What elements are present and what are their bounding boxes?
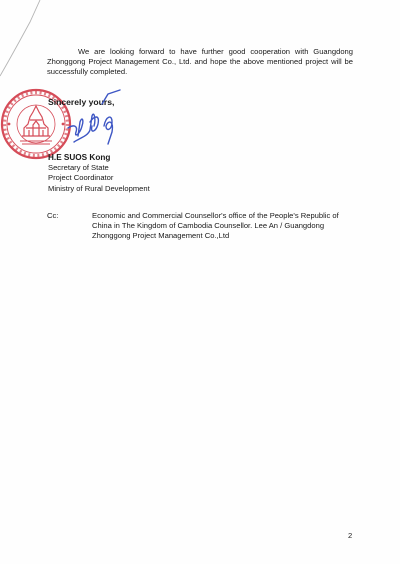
- signatory-name: H.E SUOS Kong: [48, 153, 111, 162]
- body-paragraph: [47, 47, 353, 78]
- signatory-title: Secretary of State: [48, 163, 109, 173]
- signatory-role: Project Coordinator: [48, 173, 114, 183]
- closing: Sincerely yours,: [48, 97, 115, 107]
- signatory-ministry: Ministry of Rural Development: [48, 183, 150, 193]
- handwritten-signature-icon: [60, 86, 130, 156]
- body-paragraph-text: We are looking forward to have further good cooperation with Guangdong Zhonggong Project Management Co., Ltd. and hope the above mentioned project will be successfully completed.: [47, 47, 353, 77]
- page-number: 2: [348, 531, 353, 540]
- cc-label: Cc:: [47, 211, 59, 220]
- cc-recipients: Economic and Commercial Counsellor's office of the People's Republic of China in The Kingdom of Cambodia Counsellor. Lee An / Guangdong Zhonggong Project Management Co.,Ltd: [92, 211, 339, 241]
- signatory-block: [48, 153, 150, 194]
